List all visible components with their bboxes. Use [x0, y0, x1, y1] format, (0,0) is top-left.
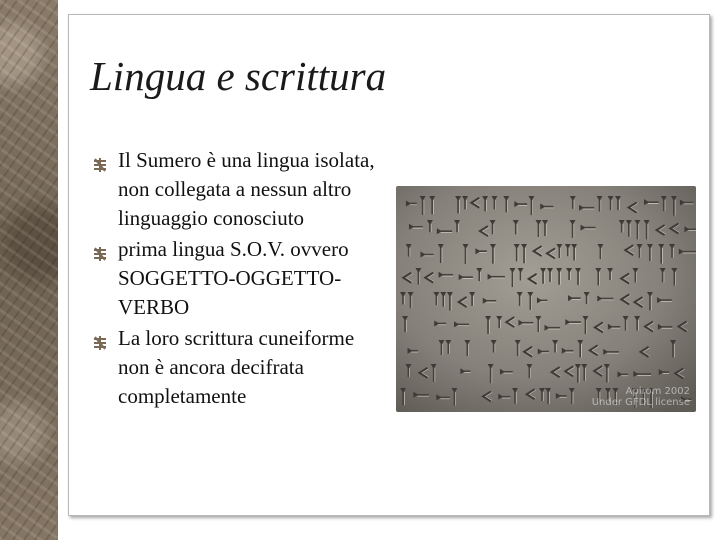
bullet-list [92, 146, 382, 413]
image-watermark [592, 386, 690, 408]
list-item [92, 146, 382, 233]
bullet-text: La loro scrittura cuneiforme non è ancora decifrata completamente [118, 326, 355, 408]
watermark-line-1: Apirom 2002 [625, 386, 690, 397]
watermark-line-2: Under GFDL license [591, 397, 690, 408]
cuneiform-tablet-image [396, 186, 696, 412]
decorative-stone-strip [0, 0, 58, 540]
cuneiform-tablet-drawing [396, 186, 696, 412]
slide-title: Lingua e scrittura [90, 53, 387, 99]
bullet-text: Il Sumero è una lingua isolata, non collegata a nessun altro linguaggio conosciuto [118, 148, 375, 230]
list-item [92, 235, 382, 322]
cuneiform-bullet-icon [92, 152, 108, 168]
bullet-text: prima lingua S.O.V. ovvero SOGGETTO-OGGETTO-VERBO [118, 237, 349, 319]
cuneiform-bullet-icon [92, 241, 108, 257]
list-item [92, 324, 382, 411]
cuneiform-bullet-icon [92, 330, 108, 346]
